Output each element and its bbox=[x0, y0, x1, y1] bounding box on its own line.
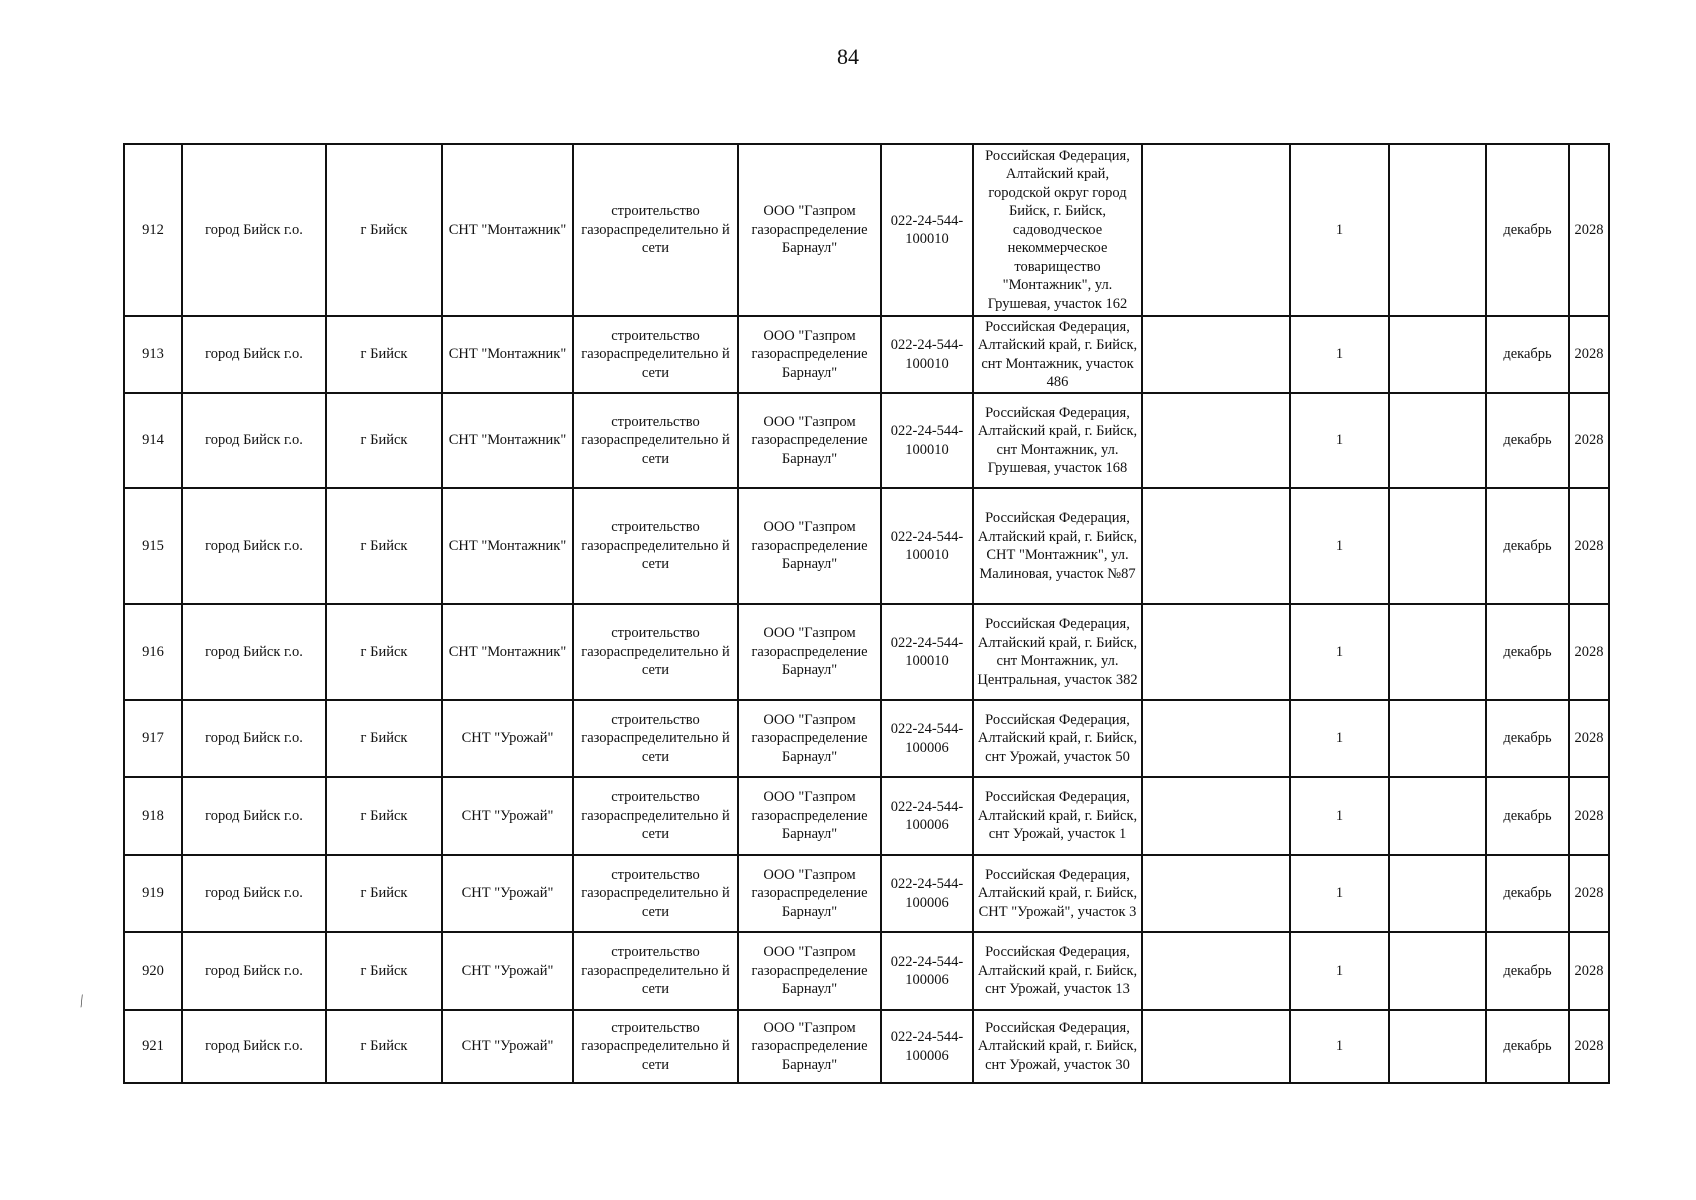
quantity-cell: 1 bbox=[1290, 316, 1389, 393]
work-type-cell: строительство газораспределительно й сети bbox=[573, 932, 738, 1010]
quantity-cell: 1 bbox=[1290, 604, 1389, 700]
empty-cell bbox=[1389, 393, 1486, 488]
month-cell: декабрь bbox=[1486, 932, 1569, 1010]
row-number: 919 bbox=[124, 855, 182, 932]
row-number: 916 bbox=[124, 604, 182, 700]
city-cell: г Бийск bbox=[326, 316, 442, 393]
year-cell: 2028 bbox=[1569, 144, 1609, 316]
table-body bbox=[124, 144, 1609, 1083]
city-cell: г Бийск bbox=[326, 393, 442, 488]
month-cell: декабрь bbox=[1486, 855, 1569, 932]
row-number: 918 bbox=[124, 777, 182, 855]
month-cell: декабрь bbox=[1486, 1010, 1569, 1083]
city-cell: г Бийск bbox=[326, 488, 442, 604]
month-cell: декабрь bbox=[1486, 316, 1569, 393]
quantity-cell: 1 bbox=[1290, 777, 1389, 855]
quantity-cell: 1 bbox=[1290, 1010, 1389, 1083]
table-row bbox=[124, 700, 1609, 777]
year-cell: 2028 bbox=[1569, 393, 1609, 488]
table-row bbox=[124, 1010, 1609, 1083]
code-cell: 022-24-544-100006 bbox=[881, 855, 973, 932]
code-cell: 022-24-544-100006 bbox=[881, 1010, 973, 1083]
empty-cell bbox=[1389, 855, 1486, 932]
work-type-cell: строительство газораспределительно й сети bbox=[573, 316, 738, 393]
district-cell: город Бийск г.о. bbox=[182, 777, 326, 855]
quantity-cell: 1 bbox=[1290, 393, 1389, 488]
address-cell: Российская Федерация, Алтайский край, г. Бийск, снт Урожай, участок 13 bbox=[973, 932, 1142, 1010]
empty-cell bbox=[1142, 855, 1290, 932]
address-cell: Российская Федерация, Алтайский край, г. Бийск, снт Монтажник, ул. Грушевая, участок 168 bbox=[973, 393, 1142, 488]
row-number: 921 bbox=[124, 1010, 182, 1083]
snt-cell: СНТ "Монтажник" bbox=[442, 393, 573, 488]
year-cell: 2028 bbox=[1569, 604, 1609, 700]
empty-cell bbox=[1142, 393, 1290, 488]
work-type-cell: строительство газораспределительно й сети bbox=[573, 393, 738, 488]
empty-cell bbox=[1142, 488, 1290, 604]
district-cell: город Бийск г.о. bbox=[182, 932, 326, 1010]
year-cell: 2028 bbox=[1569, 932, 1609, 1010]
organization-cell: ООО "Газпром газораспределение Барнаул" bbox=[738, 1010, 881, 1083]
organization-cell: ООО "Газпром газораспределение Барнаул" bbox=[738, 700, 881, 777]
row-number: 917 bbox=[124, 700, 182, 777]
empty-cell bbox=[1389, 777, 1486, 855]
city-cell: г Бийск bbox=[326, 855, 442, 932]
empty-cell bbox=[1142, 316, 1290, 393]
district-cell: город Бийск г.о. bbox=[182, 488, 326, 604]
work-type-cell: строительство газораспределительно й сети bbox=[573, 1010, 738, 1083]
address-cell: Российская Федерация, Алтайский край, г. Бийск, СНТ "Урожай", участок 3 bbox=[973, 855, 1142, 932]
empty-cell bbox=[1389, 604, 1486, 700]
empty-cell bbox=[1142, 932, 1290, 1010]
row-number: 915 bbox=[124, 488, 182, 604]
month-cell: декабрь bbox=[1486, 700, 1569, 777]
organization-cell: ООО "Газпром газораспределение Барнаул" bbox=[738, 777, 881, 855]
table-row bbox=[124, 488, 1609, 604]
organization-cell: ООО "Газпром газораспределение Барнаул" bbox=[738, 393, 881, 488]
empty-cell bbox=[1142, 604, 1290, 700]
year-cell: 2028 bbox=[1569, 1010, 1609, 1083]
address-cell: Российская Федерация, Алтайский край, г. Бийск, снт Урожай, участок 50 bbox=[973, 700, 1142, 777]
snt-cell: СНТ "Урожай" bbox=[442, 855, 573, 932]
month-cell: декабрь bbox=[1486, 604, 1569, 700]
address-cell: Российская Федерация, Алтайский край, г. Бийск, снт Урожай, участок 30 bbox=[973, 1010, 1142, 1083]
snt-cell: СНТ "Монтажник" bbox=[442, 488, 573, 604]
year-cell: 2028 bbox=[1569, 777, 1609, 855]
month-cell: декабрь bbox=[1486, 393, 1569, 488]
district-cell: город Бийск г.о. bbox=[182, 700, 326, 777]
code-cell: 022-24-544-100006 bbox=[881, 932, 973, 1010]
register-table bbox=[123, 143, 1610, 1084]
table-row bbox=[124, 316, 1609, 393]
work-type-cell: строительство газораспределительно й сети bbox=[573, 700, 738, 777]
address-cell: Российская Федерация, Алтайский край, городской округ город Бийск, г. Бийск, садоводческое некоммерческое товарищество "Монтажник", ул. Грушевая, участок 162 bbox=[973, 144, 1142, 316]
empty-cell bbox=[1389, 144, 1486, 316]
row-number: 912 bbox=[124, 144, 182, 316]
code-cell: 022-24-544-100010 bbox=[881, 488, 973, 604]
work-type-cell: строительство газораспределительно й сети bbox=[573, 488, 738, 604]
district-cell: город Бийск г.о. bbox=[182, 855, 326, 932]
organization-cell: ООО "Газпром газораспределение Барнаул" bbox=[738, 855, 881, 932]
empty-cell bbox=[1389, 316, 1486, 393]
snt-cell: СНТ "Урожай" bbox=[442, 932, 573, 1010]
district-cell: город Бийск г.о. bbox=[182, 604, 326, 700]
empty-cell bbox=[1389, 1010, 1486, 1083]
city-cell: г Бийск bbox=[326, 932, 442, 1010]
quantity-cell: 1 bbox=[1290, 488, 1389, 604]
organization-cell: ООО "Газпром газораспределение Барнаул" bbox=[738, 604, 881, 700]
code-cell: 022-24-544-100010 bbox=[881, 316, 973, 393]
row-number: 920 bbox=[124, 932, 182, 1010]
code-cell: 022-24-544-100006 bbox=[881, 777, 973, 855]
empty-cell bbox=[1389, 700, 1486, 777]
address-cell: Российская Федерация, Алтайский край, г. Бийск, снт Монтажник, участок 486 bbox=[973, 316, 1142, 393]
district-cell: город Бийск г.о. bbox=[182, 316, 326, 393]
scan-artifact-mark: ⁄ bbox=[76, 993, 88, 1010]
address-cell: Российская Федерация, Алтайский край, г. Бийск, СНТ "Монтажник", ул. Малиновая, участок №87 bbox=[973, 488, 1142, 604]
organization-cell: ООО "Газпром газораспределение Барнаул" bbox=[738, 932, 881, 1010]
month-cell: декабрь bbox=[1486, 488, 1569, 604]
table-row bbox=[124, 393, 1609, 488]
district-cell: город Бийск г.о. bbox=[182, 393, 326, 488]
row-number: 913 bbox=[124, 316, 182, 393]
empty-cell bbox=[1142, 700, 1290, 777]
work-type-cell: строительство газораспределительно й сети bbox=[573, 604, 738, 700]
district-cell: город Бийск г.о. bbox=[182, 1010, 326, 1083]
snt-cell: СНТ "Урожай" bbox=[442, 1010, 573, 1083]
snt-cell: СНТ "Монтажник" bbox=[442, 316, 573, 393]
table-row bbox=[124, 604, 1609, 700]
organization-cell: ООО "Газпром газораспределение Барнаул" bbox=[738, 316, 881, 393]
year-cell: 2028 bbox=[1569, 700, 1609, 777]
city-cell: г Бийск bbox=[326, 604, 442, 700]
snt-cell: СНТ "Урожай" bbox=[442, 777, 573, 855]
table-row bbox=[124, 777, 1609, 855]
empty-cell bbox=[1389, 932, 1486, 1010]
address-cell: Российская Федерация, Алтайский край, г. Бийск, снт Урожай, участок 1 bbox=[973, 777, 1142, 855]
empty-cell bbox=[1389, 488, 1486, 604]
organization-cell: ООО "Газпром газораспределение Барнаул" bbox=[738, 144, 881, 316]
work-type-cell: строительство газораспределительно й сети bbox=[573, 144, 738, 316]
quantity-cell: 1 bbox=[1290, 700, 1389, 777]
table-row bbox=[124, 855, 1609, 932]
table-row bbox=[124, 144, 1609, 316]
page-number: 84 bbox=[837, 44, 859, 69]
table-row bbox=[124, 932, 1609, 1010]
snt-cell: СНТ "Монтажник" bbox=[442, 604, 573, 700]
row-number: 914 bbox=[124, 393, 182, 488]
work-type-cell: строительство газораспределительно й сети bbox=[573, 855, 738, 932]
year-cell: 2028 bbox=[1569, 488, 1609, 604]
city-cell: г Бийск bbox=[326, 1010, 442, 1083]
city-cell: г Бийск bbox=[326, 777, 442, 855]
month-cell: декабрь bbox=[1486, 144, 1569, 316]
code-cell: 022-24-544-100010 bbox=[881, 144, 973, 316]
snt-cell: СНТ "Урожай" bbox=[442, 700, 573, 777]
year-cell: 2028 bbox=[1569, 855, 1609, 932]
empty-cell bbox=[1142, 1010, 1290, 1083]
year-cell: 2028 bbox=[1569, 316, 1609, 393]
snt-cell: СНТ "Монтажник" bbox=[442, 144, 573, 316]
work-type-cell: строительство газораспределительно й сети bbox=[573, 777, 738, 855]
city-cell: г Бийск bbox=[326, 700, 442, 777]
code-cell: 022-24-544-100010 bbox=[881, 393, 973, 488]
empty-cell bbox=[1142, 777, 1290, 855]
month-cell: декабрь bbox=[1486, 777, 1569, 855]
quantity-cell: 1 bbox=[1290, 144, 1389, 316]
address-cell: Российская Федерация, Алтайский край, г. Бийск, снт Монтажник, ул. Центральная, участок 382 bbox=[973, 604, 1142, 700]
organization-cell: ООО "Газпром газораспределение Барнаул" bbox=[738, 488, 881, 604]
code-cell: 022-24-544-100010 bbox=[881, 604, 973, 700]
code-cell: 022-24-544-100006 bbox=[881, 700, 973, 777]
quantity-cell: 1 bbox=[1290, 932, 1389, 1010]
quantity-cell: 1 bbox=[1290, 855, 1389, 932]
district-cell: город Бийск г.о. bbox=[182, 144, 326, 316]
empty-cell bbox=[1142, 144, 1290, 316]
city-cell: г Бийск bbox=[326, 144, 442, 316]
